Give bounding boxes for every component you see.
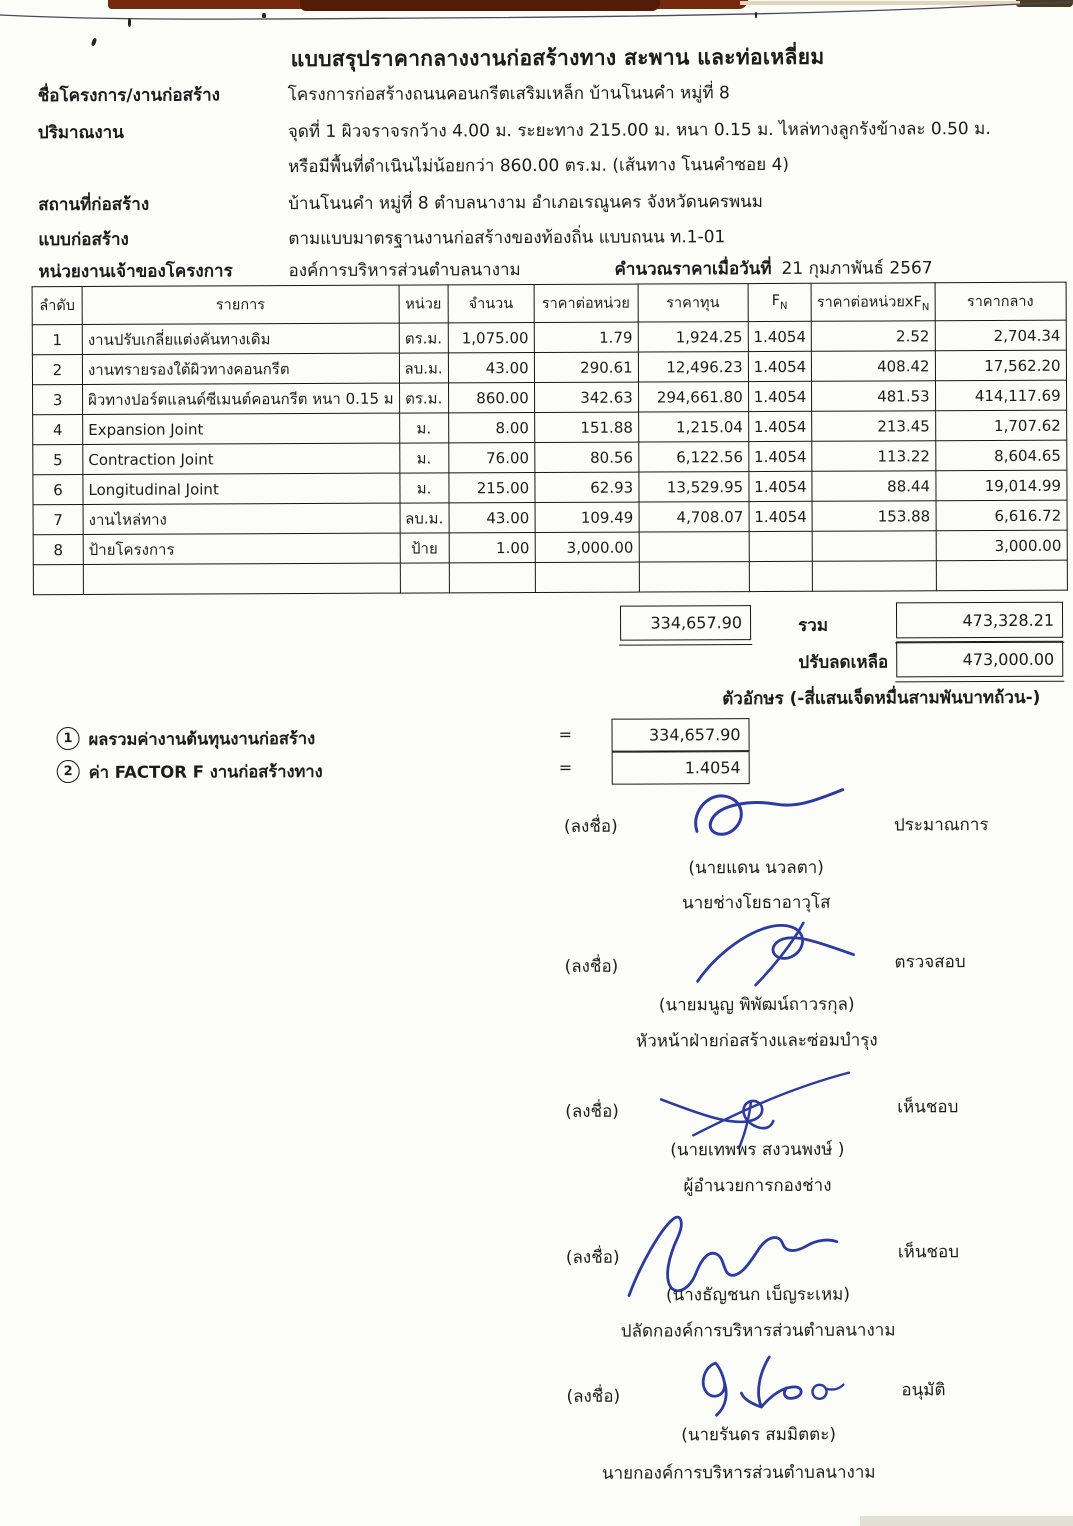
- table-cell: งานไหล่ทาง: [83, 503, 400, 534]
- table-cell: [812, 531, 936, 562]
- table-cell: 408.42: [812, 351, 936, 382]
- table-cell: 1: [32, 324, 82, 354]
- table-header-cell: ราคาต่อหน่วย: [534, 284, 638, 322]
- table-row: [33, 470, 1067, 505]
- signature-ink: [689, 785, 849, 848]
- table-cell: 1,215.04: [638, 412, 748, 442]
- table-row: [33, 560, 1067, 595]
- table-row: [33, 530, 1067, 565]
- table-cell: 8,604.65: [935, 440, 1066, 471]
- field-label: ปริมาณงาน: [37, 122, 124, 144]
- adjusted-label: ปรับลดเหลือ: [798, 652, 889, 673]
- table-cell: [400, 563, 449, 593]
- table-cell: 113.22: [812, 441, 936, 472]
- cost-table: [32, 282, 1068, 596]
- table-cell: 1.00: [449, 533, 535, 563]
- sign-label: (ลงชื่อ): [563, 816, 618, 837]
- signature-role: เห็นชอบ: [897, 1242, 960, 1263]
- signature-name: (นายรันดร สมมิตตะ): [681, 1424, 837, 1446]
- table-cell: 3,000.00: [535, 532, 639, 562]
- note-number: 1: [57, 727, 80, 750]
- table-cell: 153.88: [812, 501, 936, 532]
- field-value: โครงการก่อสร้างถนนคอนกรีตเสริมเหล็ก บ้านโนนคำ หมู่ที่ 8: [287, 83, 730, 106]
- table-cell: [812, 561, 936, 592]
- table-cell: 109.49: [535, 502, 639, 532]
- table-cell: ป้าย: [400, 533, 449, 563]
- table-cell: 290.61: [534, 352, 638, 382]
- signature-position: นายช่างโยธาอาวุโส: [682, 892, 831, 914]
- table-cell: ม.: [399, 413, 448, 443]
- table-cell: 1.4054: [749, 501, 813, 531]
- table-cell: 4,708.07: [639, 502, 749, 532]
- signature-position: หัวหน้าฝ่ายก่อสร้างและซ่อมบำรุง: [635, 1030, 878, 1052]
- signature-name: (นายมนูญ พิพัฒน์ถาวรกุล): [658, 994, 855, 1016]
- table-cell: 481.53: [812, 381, 936, 412]
- table-cell: 2,704.34: [935, 320, 1066, 351]
- page-title: แบบสรุปราคากลางงานก่อสร้างทาง สะพาน และท่อเหลี่ยม: [290, 44, 825, 72]
- table-header-cell: หน่วย: [399, 285, 448, 323]
- table-row: [33, 500, 1067, 535]
- field-value: บ้านโนนคำ หมู่ที่ 8 ตำบลนางาม อำเภอเรณูนคร จังหวัดนครพนม: [288, 192, 764, 215]
- note-equals: =: [558, 757, 573, 777]
- signature-ink: [691, 1351, 876, 1427]
- signature-position: นายกองค์การบริหารส่วนตำบลนางาม: [601, 1462, 876, 1484]
- note-label: ผลรวมค่างานต้นทุนงานก่อสร้าง: [88, 728, 316, 749]
- table-cell: [749, 531, 813, 561]
- table-cell: 1.4054: [749, 471, 813, 501]
- table-cell: Expansion Joint: [83, 413, 400, 444]
- signature-role: อนุมัติ: [901, 1380, 946, 1401]
- note-equals: =: [558, 724, 572, 744]
- table-cell: ลบ.ม.: [399, 353, 448, 383]
- note-label: ค่า FACTOR F งานก่อสร้างทาง: [88, 761, 323, 782]
- table-cell: ตร.ม.: [399, 323, 448, 353]
- table-cell: 215.00: [449, 473, 535, 503]
- table-row: [32, 320, 1066, 355]
- table-cell: 3,000.00: [936, 530, 1067, 561]
- table-cell: 151.88: [534, 412, 638, 442]
- table-cell: 4: [33, 414, 83, 444]
- table-cell: [83, 563, 400, 594]
- signature-name: (นางธัญชนก เบ็ญระเหม): [665, 1284, 851, 1306]
- table-row: [32, 350, 1066, 385]
- sign-label: (ลงชื่อ): [565, 1247, 620, 1268]
- table-cell: Longitudinal Joint: [83, 473, 400, 504]
- signature-name: (นายเทพพร สงวนพงษ์ ): [670, 1139, 845, 1161]
- table-cell: 2: [32, 354, 82, 384]
- table-cell: [449, 563, 535, 593]
- signature-ink: [691, 917, 866, 990]
- calc-date-value: 21 กุมภาพันธ์ 2567: [781, 258, 933, 279]
- field-label: สถานที่ก่อสร้าง: [38, 194, 150, 216]
- table-cell: 7: [33, 504, 83, 534]
- table-row: [33, 380, 1067, 415]
- table-cell: 213.45: [812, 411, 936, 442]
- table-cell: ลบ.ม.: [400, 503, 449, 533]
- sign-label: (ลงชื่อ): [564, 956, 619, 977]
- agency-value: องค์การบริหารส่วนตำบลนางาม: [288, 260, 521, 282]
- table-cell: 1.4054: [748, 381, 812, 411]
- signature-role: ตรวจสอบ: [894, 952, 966, 973]
- adjusted-box: 473,000.00: [896, 641, 1063, 678]
- field-label: แบบก่อสร้าง: [38, 229, 129, 251]
- table-cell: 860.00: [448, 383, 534, 413]
- table-cell: ป้ายโครงการ: [83, 533, 400, 564]
- table-cell: 2.52: [811, 321, 935, 352]
- table-cell: 13,529.95: [639, 472, 749, 502]
- table-cell: 6: [33, 474, 83, 504]
- table-cell: 6,616.72: [936, 500, 1067, 531]
- table-header-cell: ราคาต่อหน่วย$xF_N$: [811, 283, 935, 322]
- signature-role: เห็นชอบ: [897, 1097, 959, 1118]
- table-cell: [639, 562, 749, 592]
- field-value: จุดที่ 1 ผิวจราจรกว้าง 4.00 ม. ระยะทาง 215.00 ม. หนา 0.15 ม. ไหล่ทางลูกรังข้างละ 0.50 ม.: [287, 119, 991, 143]
- table-cell: [936, 560, 1067, 591]
- amount-in-words: ตัวอักษร (-สี่แสนเจ็ดหมื่นสามพันบาทถ้วน-): [722, 687, 1041, 710]
- table-header-cell: ลำดับ: [32, 286, 82, 324]
- table-cell: 6,122.56: [638, 442, 748, 472]
- sign-label: (ลงชื่อ): [565, 1101, 619, 1122]
- table-cell: 294,661.80: [638, 382, 748, 412]
- table-cell: 8.00: [448, 413, 534, 443]
- table-header-cell: ราคาทุน: [638, 284, 748, 322]
- table-cell: 43.00: [448, 353, 534, 383]
- table-cell: 12,496.23: [638, 352, 748, 382]
- note-value-box: 1.4054: [612, 751, 750, 785]
- field-value: หรือมีพื้นที่ดำเนินไม่น้อยกว่า 860.00 ตร.ม. (เส้นทาง โนนคำซอย 4): [288, 154, 790, 178]
- field-value: ตามแบบมาตรฐานงานก่อสร้างของท้องถิ่น แบบถนน ท.1-01: [288, 227, 726, 250]
- table-cell: 43.00: [449, 503, 535, 533]
- total-box: 473,328.21: [896, 602, 1063, 639]
- signature-position: ปลัดกองค์การบริหารส่วนตำบลนางาม: [620, 1320, 896, 1342]
- table-cell: 1.4054: [748, 411, 812, 441]
- table-cell: [535, 562, 639, 592]
- table-header-cell: รายการ: [82, 285, 399, 324]
- total-label: รวม: [798, 615, 829, 636]
- table-row: [33, 410, 1067, 445]
- table-cell: 19,014.99: [936, 470, 1067, 501]
- table-cell: 1.4054: [748, 441, 812, 471]
- note-number: 2: [57, 760, 80, 783]
- sign-label: (ลงชื่อ): [566, 1386, 621, 1407]
- signature-name: (นายแดน นวลตา): [688, 857, 824, 879]
- table-body: [32, 320, 1067, 595]
- table-cell: ตร.ม.: [399, 383, 448, 413]
- subtotal-box: 334,657.90: [620, 605, 751, 641]
- table-cell: 1.79: [534, 322, 638, 352]
- table-cell: 1,924.25: [638, 322, 748, 352]
- table-header-cell: ราคากลาง: [935, 282, 1066, 321]
- note-value-box: 334,657.90: [611, 718, 749, 752]
- calc-date-label: คำนวณราคาเมื่อวันที่: [614, 258, 772, 280]
- table-cell: 5: [33, 444, 83, 474]
- table-header-cell: $F_N$: [748, 283, 812, 321]
- table-cell: [749, 561, 813, 591]
- table-cell: 17,562.20: [935, 350, 1066, 381]
- table-cell: [33, 564, 83, 594]
- table-row: [33, 440, 1067, 475]
- table-cell: 76.00: [448, 443, 534, 473]
- table-cell: 62.93: [535, 472, 639, 502]
- table-cell: 414,117.69: [935, 380, 1066, 411]
- table-cell: 1.4054: [748, 351, 812, 381]
- table-cell: ม.: [399, 473, 448, 503]
- table-cell: งานทรายรองใต้ผิวทางคอนกรีต: [82, 353, 399, 384]
- table-cell: งานปรับเกลี่ยแต่งคันทางเดิม: [82, 323, 399, 354]
- table-cell: Contraction Joint: [83, 443, 400, 474]
- table-cell: ม.: [399, 443, 448, 473]
- table-cell: 88.44: [812, 471, 936, 502]
- table-cell: 1.4054: [748, 321, 812, 351]
- table-header-cell: จำนวน: [448, 285, 534, 323]
- signature-role: ประมาณการ: [893, 815, 989, 836]
- field-label: ชื่อโครงการ/งานก่อสร้าง: [37, 85, 220, 107]
- table-cell: 1,707.62: [935, 410, 1066, 441]
- signature-position: ผู้อำนวยการกองช่าง: [683, 1175, 832, 1197]
- table-cell: 1,075.00: [448, 323, 534, 353]
- table-cell: 8: [33, 534, 83, 564]
- table-cell: ผิวทางปอร์ตแลนด์ซีเมนต์คอนกรีต หนา 0.15 ม: [83, 383, 400, 414]
- table-cell: 3: [33, 384, 83, 414]
- table-cell: 80.56: [534, 442, 638, 472]
- table-cell: 342.63: [534, 382, 638, 412]
- table-header-row: [32, 282, 1066, 325]
- table-cell: [639, 532, 749, 562]
- agency-label: หน่วยงานเจ้าของโครงการ: [38, 261, 233, 283]
